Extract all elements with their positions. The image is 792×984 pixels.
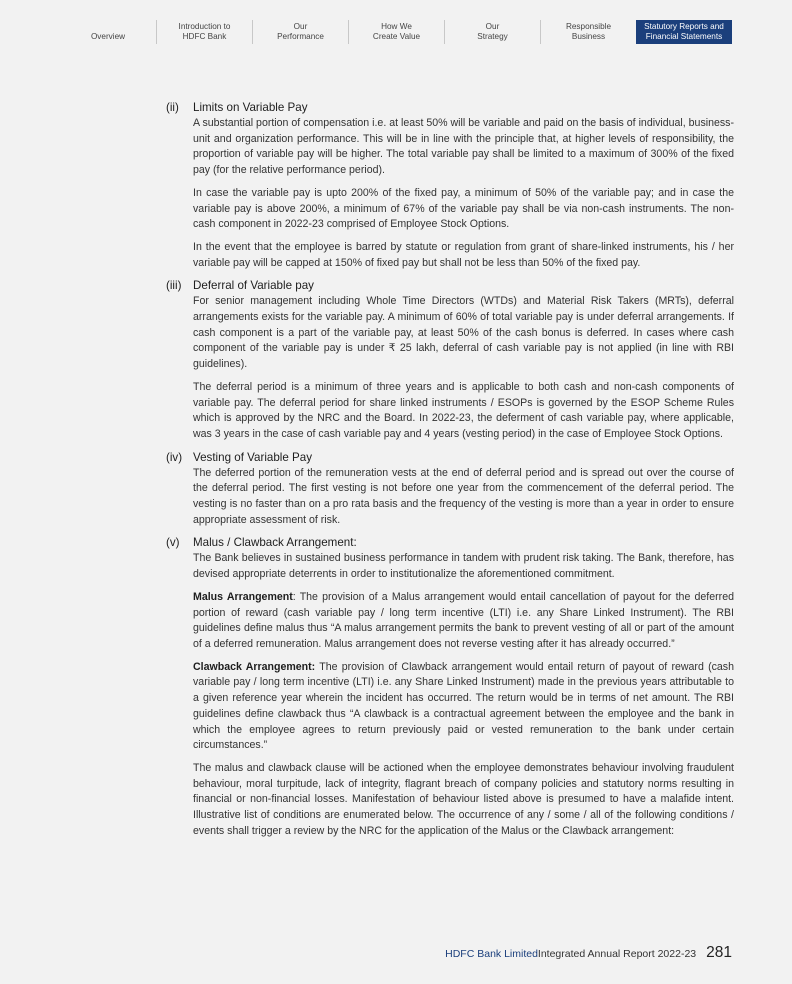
- nav-tab-statutory-reports[interactable]: Statutory Reports and Financial Statements: [636, 20, 732, 44]
- paragraph: A substantial portion of compensation i.e. at least 50% will be variable and paid on the basis of individual, business-unit and organization performance. This will be in line with the principle that, at higher levels of responsibility, the proportion of variable pay will be higher. The total variable pay shall be limited to a maximum of 300% of the fixed pay (for the relative performance period).: [193, 117, 734, 177]
- section-number: (v): [166, 536, 180, 550]
- footer-report-title: Integrated Annual Report 2022-23: [537, 948, 697, 960]
- nav-tab-introduction[interactable]: Introduction to HDFC Bank: [156, 20, 252, 44]
- section-heading: [166, 450, 734, 465]
- section-malus-clawback: [166, 535, 734, 839]
- section-title: Malus / Clawback Arrangement:: [193, 536, 357, 550]
- section-number: (ii): [166, 101, 179, 114]
- nav-tab-create-value[interactable]: How We Create Value: [348, 20, 444, 44]
- section-heading: [166, 278, 734, 293]
- section-title: Deferral of Variable pay: [193, 279, 314, 293]
- clawback-text: The provision of Clawback arrangement would entail return of payout of reward (cash variable pay / long term incentive (LTI) i.e. any Share Linked Instrument) made in the previous years attributable to a given reference year wherein the incident has occurred. The return would be in terms of net amount. The RBI guidelines define clawback thus “A clawback is a contractual agreement between the employee and the bank in which the employee agrees to return previously paid or vested remuneration to the bank under certain circumstances.”: [193, 660, 734, 752]
- page-number: 281: [706, 944, 732, 961]
- paragraph: In case the variable pay is upto 200% of the fixed pay, a minimum of 50% of the variable pay; and in case the variable pay is above 200%, a minimum of 67% of the variable pay shall be via non-cash instruments. The non-cash component in 2022-23 comprised of Employee Stock Options.: [193, 186, 734, 231]
- section-deferral-variable-pay: [166, 278, 734, 442]
- paragraph: For senior management including Whole Time Directors (WTDs) and Material Risk Takers (MRTs), deferral arrangements exists for the variable pay. A minimum of 60% of total variable pay is under deferral arrangements. If cash component is a part of the variable pay, at least 50% of the cash bonus is deferred. In cases where cash component of the variable pay is under ₹ 25 lakh, deferral of cash variable pay is not applied (in line with RBI guidelines).: [193, 295, 734, 371]
- page-footer: [445, 944, 732, 962]
- nav-tab-overview[interactable]: Overview: [90, 32, 126, 41]
- section-body: [193, 466, 734, 529]
- section-body: [193, 116, 734, 271]
- paragraph: In the event that the employee is barred by statute or regulation from grant of share-linked instruments, his / her variable pay will be capped at 150% of fixed pay but shall not be less than 50% of the fixed pay.: [193, 240, 734, 269]
- section-limits-variable-pay: [166, 100, 734, 271]
- malus-paragraph: [193, 590, 734, 653]
- section-title: Vesting of Variable Pay: [193, 450, 313, 464]
- section-vesting-variable-pay: [166, 450, 734, 529]
- footer-brand: HDFC Bank Limited: [445, 948, 538, 960]
- clawback-paragraph: [193, 660, 734, 754]
- section-heading: [166, 100, 734, 115]
- section-title: Limits on Variable Pay: [193, 101, 308, 114]
- page-content: [166, 100, 734, 846]
- clawback-label: Clawback Arrangement:: [193, 660, 316, 673]
- section-number: (iv): [166, 450, 183, 464]
- nav-tab-strategy[interactable]: Our Strategy: [444, 20, 540, 44]
- malus-label: Malus Arrangement: [193, 590, 293, 603]
- paragraph: The deferred portion of the remuneration vests at the end of deferral period and is spread out over the course of the deferral period. The first vesting is not before one year from the commencement of the deferral period. The vesting is no faster than on a pro rata basis and the frequency of the vesting is more than a year in order to ensure appropriate assessment of risk.: [193, 466, 734, 526]
- paragraph: The malus and clawback clause will be actioned when the employee demonstrates behaviour involving fraudulent behaviour, moral turpitude, lack of integrity, flagrant breach of company policies and statutory norms resulting in financial or non-financial losses. Manifestation of behaviour listed above is presumed to have a malafide intent. Illustrative list of conditions are enumerated below. The occurrence of any / some / all of the following conditions / events shall trigger a review by the NRC for the application of the Malus or the Clawback arrangement:: [193, 761, 734, 837]
- top-navigation: [60, 20, 732, 44]
- malus-text: : The provision of a Malus arrangement would entail cancellation of payout for the deferred portion of reward (cash variable pay / long term incentive (LTI) i.e. any Share Linked Instrument). The RBI guidelines define malus thus “A malus arrangement permits the bank to prevent vesting of all or part of the amount of a deferred remuneration. Malus arrangement does not reverse vesting after it has already occurred.”: [193, 590, 734, 650]
- section-body: [193, 294, 734, 442]
- paragraph: The deferral period is a minimum of three years and is applicable to both cash and non-cash components of variable pay. The deferral period for share linked instruments / ESOPs is governed by the ESOP Scheme Rules which is approved by the NRC and the Board. In 2022-23, the deferment of cash variable pay, where applicable, was 3 years in the case of cash variable pay and 4 years (vesting period) in the case of Employee Stock Options.: [193, 380, 734, 440]
- section-number: (iii): [166, 279, 182, 293]
- paragraph: The Bank believes in sustained business performance in tandem with prudent risk taking. The Bank, therefore, has devised appropriate deterrents in order to institutionalize the aforementioned commitment.: [193, 552, 734, 581]
- nav-tab-responsible-business[interactable]: Responsible Business: [540, 20, 636, 44]
- nav-tab-performance[interactable]: Our Performance: [252, 20, 348, 44]
- section-heading: [166, 535, 734, 550]
- section-body: [193, 551, 734, 839]
